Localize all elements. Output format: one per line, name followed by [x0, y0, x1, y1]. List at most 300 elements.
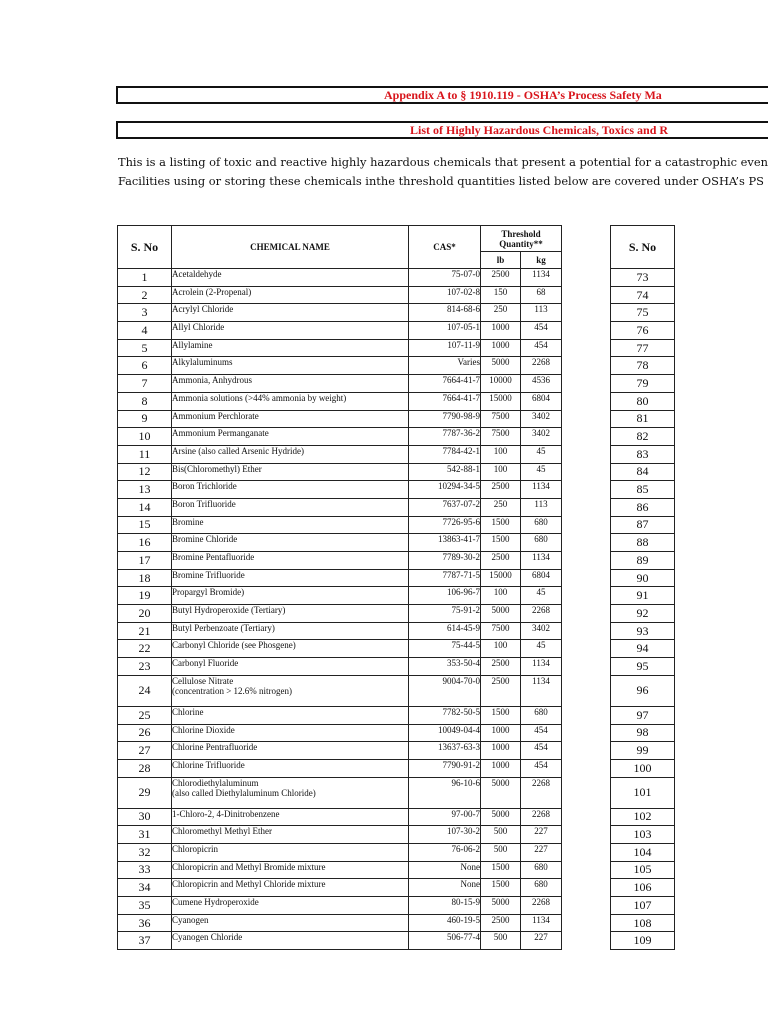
- chemical-name-line: Ammonium Perchlorate: [172, 410, 259, 421]
- table-row: [118, 932, 562, 950]
- right-row-sno: 107: [611, 897, 675, 915]
- row-sno: 9: [118, 410, 172, 428]
- right-row-sno: 105: [611, 861, 675, 879]
- row-chemical-name: [172, 375, 409, 393]
- row-kg: 227: [521, 932, 562, 950]
- row-lb: 5000: [481, 777, 521, 808]
- row-kg: 3402: [521, 428, 562, 446]
- right-row-sno: 85: [611, 481, 675, 499]
- row-cas: 7784-42-1: [409, 445, 481, 463]
- row-lb: 2500: [481, 914, 521, 932]
- row-lb: 15000: [481, 569, 521, 587]
- row-cas: 107-30-2: [409, 826, 481, 844]
- row-chemical-name: [172, 286, 409, 304]
- right-table-row: [611, 375, 675, 393]
- appendix-title-banner: [116, 86, 768, 104]
- row-chemical-name: [172, 587, 409, 605]
- table-row: [118, 463, 562, 481]
- row-sno: 16: [118, 534, 172, 552]
- appendix-title: Appendix A to § 1910.119 - OSHA’s Process Safety Ma: [384, 88, 662, 102]
- right-row-sno: 81: [611, 410, 675, 428]
- right-table-row: [611, 742, 675, 760]
- row-kg: 2268: [521, 777, 562, 808]
- header-cas: CAS*: [409, 226, 481, 269]
- table-row: [118, 605, 562, 623]
- right-table-row: [611, 658, 675, 676]
- row-cas: Varies: [409, 357, 481, 375]
- table-row: [118, 339, 562, 357]
- row-chemical-name: [172, 622, 409, 640]
- row-kg: 3402: [521, 622, 562, 640]
- row-chemical-name: [172, 605, 409, 623]
- header-chemical-name: CHEMICAL NAME: [172, 226, 409, 269]
- row-kg: 113: [521, 304, 562, 322]
- row-lb: 5000: [481, 605, 521, 623]
- right-row-sno: 75: [611, 304, 675, 322]
- right-table-row: [611, 640, 675, 658]
- row-cas: 7790-91-2: [409, 759, 481, 777]
- row-chemical-name: [172, 640, 409, 658]
- row-chemical-name: [172, 445, 409, 463]
- row-kg: 6804: [521, 569, 562, 587]
- right-table-row: [611, 879, 675, 897]
- right-table-row: [611, 706, 675, 724]
- row-cas: 80-15-9: [409, 897, 481, 915]
- row-cas: 96-10-6: [409, 777, 481, 808]
- row-kg: 2268: [521, 605, 562, 623]
- right-row-sno: 77: [611, 339, 675, 357]
- row-lb: 150: [481, 286, 521, 304]
- row-lb: 1000: [481, 322, 521, 340]
- chemical-name-line: Acrylyl Chloride: [172, 304, 234, 315]
- row-kg: 45: [521, 445, 562, 463]
- intro-line-2: Facilities using or storing these chemicals inthe threshold quantities listed below are covered under OSHA’s PS: [118, 174, 764, 188]
- row-lb: 2500: [481, 675, 521, 706]
- row-kg: 113: [521, 498, 562, 516]
- row-sno: 27: [118, 742, 172, 760]
- row-chemical-name: [172, 322, 409, 340]
- row-sno: 18: [118, 569, 172, 587]
- right-row-sno: 92: [611, 605, 675, 623]
- row-kg: 680: [521, 516, 562, 534]
- row-kg: 1134: [521, 269, 562, 287]
- right-row-sno: 89: [611, 552, 675, 570]
- right-row-sno: 79: [611, 375, 675, 393]
- right-table-row: [611, 587, 675, 605]
- right-row-sno: 90: [611, 569, 675, 587]
- chemical-name-line: Bis(Chloromethyl) Ether: [172, 463, 262, 474]
- table-row: [118, 569, 562, 587]
- right-row-sno: 80: [611, 392, 675, 410]
- row-sno: 24: [118, 675, 172, 706]
- row-cas: 75-44-5: [409, 640, 481, 658]
- row-lb: 2500: [481, 269, 521, 287]
- row-lb: 10000: [481, 375, 521, 393]
- right-row-sno: 104: [611, 843, 675, 861]
- right-row-sno: 109: [611, 932, 675, 950]
- right-row-sno: 86: [611, 498, 675, 516]
- row-cas: 7787-36-2: [409, 428, 481, 446]
- row-cas: 7789-30-2: [409, 552, 481, 570]
- row-chemical-name: [172, 914, 409, 932]
- row-kg: 680: [521, 706, 562, 724]
- row-cas: 13637-63-3: [409, 742, 481, 760]
- row-chemical-name: [172, 481, 409, 499]
- row-lb: 2500: [481, 481, 521, 499]
- row-lb: 100: [481, 463, 521, 481]
- row-sno: 8: [118, 392, 172, 410]
- row-kg: 3402: [521, 410, 562, 428]
- row-sno: 3: [118, 304, 172, 322]
- chemical-name-line: Acetaldehyde: [172, 269, 222, 279]
- right-header-sno: S. No: [611, 226, 675, 269]
- row-cas: 7726-95-6: [409, 516, 481, 534]
- row-cas: 107-11-9: [409, 339, 481, 357]
- row-chemical-name: [172, 339, 409, 357]
- chemical-name-line: Alkylaluminums: [172, 357, 233, 368]
- right-table-row: [611, 897, 675, 915]
- table-row: [118, 706, 562, 724]
- right-table-row: [611, 463, 675, 481]
- chemical-name-line: Chlorine: [172, 706, 204, 717]
- chemical-name-line: (concentration > 12.6% nitrogen): [172, 685, 293, 696]
- right-table-row: [611, 481, 675, 499]
- right-row-sno: 98: [611, 724, 675, 742]
- row-lb: 1500: [481, 534, 521, 552]
- row-cas: 10294-34-5: [409, 481, 481, 499]
- table-row: [118, 286, 562, 304]
- header-threshold-quantity: Threshold Quantity**: [481, 226, 562, 252]
- row-sno: 22: [118, 640, 172, 658]
- row-cas: 353-50-4: [409, 658, 481, 676]
- row-kg: 1134: [521, 675, 562, 706]
- table-row: [118, 304, 562, 322]
- table-row: [118, 445, 562, 463]
- row-kg: 680: [521, 879, 562, 897]
- row-lb: 1500: [481, 516, 521, 534]
- row-cas: 106-96-7: [409, 587, 481, 605]
- row-chemical-name: [172, 463, 409, 481]
- right-table-row: [611, 861, 675, 879]
- right-row-sno: 108: [611, 914, 675, 932]
- row-sno: 6: [118, 357, 172, 375]
- right-row-sno: 94: [611, 640, 675, 658]
- chemical-name-line: Cellulose Nitrate: [172, 675, 234, 686]
- right-table-row: [611, 339, 675, 357]
- row-chemical-name: [172, 742, 409, 760]
- row-sno: 4: [118, 322, 172, 340]
- row-cas: 7790-98-9: [409, 410, 481, 428]
- chemical-name-line: Chloropicrin and Methyl Bromide mixture: [172, 861, 326, 872]
- chemical-name-line: Butyl Hydroperoxide (Tertiary): [172, 605, 286, 616]
- row-chemical-name: [172, 808, 409, 826]
- row-cas: 7787-71-5: [409, 569, 481, 587]
- row-chemical-name: [172, 269, 409, 287]
- right-table-row: [611, 516, 675, 534]
- row-sno: 1: [118, 269, 172, 287]
- row-sno: 33: [118, 861, 172, 879]
- table-row: [118, 481, 562, 499]
- table-row: [118, 534, 562, 552]
- right-row-sno: 74: [611, 286, 675, 304]
- chemical-name-line: Bromine Pentafluoride: [172, 552, 255, 562]
- chemicals-table: [117, 225, 562, 950]
- chemical-name-line: Allylamine: [172, 339, 213, 350]
- table-row: [118, 675, 562, 706]
- table-row: [118, 658, 562, 676]
- row-cas: 10049-04-4: [409, 724, 481, 742]
- chemical-name-line: Bromine Trifluoride: [172, 569, 245, 580]
- chemical-name-line: Ammonia solutions (>44% ammonia by weight): [172, 392, 347, 403]
- right-table-row: [611, 605, 675, 623]
- right-table-row: [611, 675, 675, 706]
- row-kg: 2268: [521, 808, 562, 826]
- table-row: [118, 640, 562, 658]
- row-sno: 26: [118, 724, 172, 742]
- table-row: [118, 724, 562, 742]
- chemical-name-line: Chloropicrin and Methyl Chloride mixture: [172, 879, 326, 890]
- row-chemical-name: [172, 304, 409, 322]
- right-row-sno: 100: [611, 759, 675, 777]
- right-table-row: [611, 759, 675, 777]
- row-lb: 5000: [481, 897, 521, 915]
- row-chemical-name: [172, 897, 409, 915]
- row-kg: 227: [521, 826, 562, 844]
- chemical-name-line: Propargyl Bromide): [172, 587, 245, 598]
- row-lb: 500: [481, 826, 521, 844]
- row-cas: 76-06-2: [409, 843, 481, 861]
- chemical-name-line: Cyanogen Chloride: [172, 932, 243, 943]
- row-cas: 7664-41-7: [409, 392, 481, 410]
- table-row: [118, 897, 562, 915]
- row-chemical-name: [172, 706, 409, 724]
- row-sno: 29: [118, 777, 172, 808]
- row-lb: 500: [481, 932, 521, 950]
- table-row: [118, 843, 562, 861]
- row-chemical-name: [172, 932, 409, 950]
- row-chemical-name: [172, 516, 409, 534]
- row-sno: 20: [118, 605, 172, 623]
- chemical-name-line: Boron Trichloride: [172, 481, 237, 492]
- right-row-sno: 102: [611, 808, 675, 826]
- table-row: [118, 428, 562, 446]
- row-cas: None: [409, 879, 481, 897]
- row-lb: 100: [481, 587, 521, 605]
- row-kg: 680: [521, 861, 562, 879]
- chemical-name-line: Boron Trifluoride: [172, 498, 236, 509]
- row-kg: 4536: [521, 375, 562, 393]
- table-row: [118, 759, 562, 777]
- chemical-name-line: Chlorine Trifluoride: [172, 759, 245, 770]
- row-sno: 31: [118, 826, 172, 844]
- right-table-row: [611, 357, 675, 375]
- row-sno: 36: [118, 914, 172, 932]
- row-lb: 1500: [481, 879, 521, 897]
- row-cas: 542-88-1: [409, 463, 481, 481]
- row-lb: 7500: [481, 622, 521, 640]
- row-kg: 1134: [521, 552, 562, 570]
- right-row-sno: 88: [611, 534, 675, 552]
- table-row: [118, 826, 562, 844]
- row-chemical-name: [172, 879, 409, 897]
- right-row-sno: 76: [611, 322, 675, 340]
- table-row: [118, 552, 562, 570]
- right-row-sno: 73: [611, 269, 675, 287]
- row-kg: 454: [521, 339, 562, 357]
- right-row-sno: 99: [611, 742, 675, 760]
- right-row-sno: 82: [611, 428, 675, 446]
- row-sno: 35: [118, 897, 172, 915]
- row-sno: 34: [118, 879, 172, 897]
- table-row: [118, 375, 562, 393]
- row-lb: 100: [481, 445, 521, 463]
- row-kg: 227: [521, 843, 562, 861]
- row-chemical-name: [172, 534, 409, 552]
- table-row: [118, 410, 562, 428]
- chemical-name-line: 1-Chloro-2, 4-Dinitrobenzene: [172, 808, 280, 819]
- continued-sno-body: [611, 269, 675, 950]
- right-row-sno: 106: [611, 879, 675, 897]
- row-lb: 2500: [481, 658, 521, 676]
- row-cas: 13863-41-7: [409, 534, 481, 552]
- right-table-row: [611, 304, 675, 322]
- right-table-row: [611, 428, 675, 446]
- row-kg: 45: [521, 463, 562, 481]
- row-chemical-name: [172, 410, 409, 428]
- right-table-row: [611, 269, 675, 287]
- chemical-name-line: Carbonyl Fluoride: [172, 658, 239, 669]
- row-lb: 5000: [481, 808, 521, 826]
- row-sno: 25: [118, 706, 172, 724]
- chemicals-table-body: [118, 269, 562, 950]
- right-row-sno: 103: [611, 826, 675, 844]
- intro-line-1: This is a listing of toxic and reactive highly hazardous chemicals that present a potential for a catastrophic even: [118, 155, 768, 169]
- chemical-name-line: Chloromethyl Methyl Ether: [172, 826, 272, 837]
- row-sno: 10: [118, 428, 172, 446]
- right-row-sno: 93: [611, 622, 675, 640]
- row-kg: 45: [521, 587, 562, 605]
- row-lb: 1000: [481, 339, 521, 357]
- row-lb: 5000: [481, 357, 521, 375]
- chemical-name-line: Acrolein (2-Propenal): [172, 286, 252, 297]
- right-row-sno: 87: [611, 516, 675, 534]
- list-title: List of Highly Hazardous Chemicals, Toxics and R: [410, 123, 669, 137]
- row-chemical-name: [172, 777, 409, 808]
- right-table-row: [611, 724, 675, 742]
- chemical-name-line: Ammonium Permanganate: [172, 428, 269, 439]
- row-cas: 75-91-2: [409, 605, 481, 623]
- row-chemical-name: [172, 861, 409, 879]
- table-row: [118, 322, 562, 340]
- row-kg: 1134: [521, 481, 562, 499]
- chemical-name-line: Arsine (also called Arsenic Hydride): [172, 445, 304, 456]
- right-table-row: [611, 286, 675, 304]
- table-row: [118, 622, 562, 640]
- row-lb: 7500: [481, 410, 521, 428]
- table-row: [118, 392, 562, 410]
- right-table-row: [611, 808, 675, 826]
- row-cas: 7782-50-5: [409, 706, 481, 724]
- row-kg: 454: [521, 322, 562, 340]
- chemical-name-line: Chloropicrin: [172, 843, 218, 854]
- row-cas: None: [409, 861, 481, 879]
- row-sno: 7: [118, 375, 172, 393]
- row-cas: 107-05-1: [409, 322, 481, 340]
- table-row: [118, 587, 562, 605]
- row-lb: 1000: [481, 724, 521, 742]
- row-sno: 11: [118, 445, 172, 463]
- row-cas: 460-19-5: [409, 914, 481, 932]
- row-cas: 97-00-7: [409, 808, 481, 826]
- right-table-row: [611, 777, 675, 808]
- row-kg: 68: [521, 286, 562, 304]
- row-kg: 680: [521, 534, 562, 552]
- right-row-sno: 84: [611, 463, 675, 481]
- row-kg: 1134: [521, 914, 562, 932]
- right-row-sno: 83: [611, 445, 675, 463]
- row-chemical-name: [172, 357, 409, 375]
- header-sno: S. No: [118, 226, 172, 269]
- row-kg: 2268: [521, 897, 562, 915]
- row-lb: 1500: [481, 861, 521, 879]
- row-cas: 7637-07-2: [409, 498, 481, 516]
- table-row: [118, 498, 562, 516]
- row-kg: 6804: [521, 392, 562, 410]
- table-row: [118, 879, 562, 897]
- row-lb: 1000: [481, 759, 521, 777]
- right-table-row: [611, 445, 675, 463]
- row-chemical-name: [172, 552, 409, 570]
- row-cas: 814-68-6: [409, 304, 481, 322]
- row-sno: 12: [118, 463, 172, 481]
- table-row: [118, 777, 562, 808]
- row-kg: 454: [521, 742, 562, 760]
- right-row-sno: 97: [611, 706, 675, 724]
- row-lb: 1000: [481, 742, 521, 760]
- row-chemical-name: [172, 498, 409, 516]
- row-cas: 506-77-4: [409, 932, 481, 950]
- continued-sno-table: [610, 225, 675, 950]
- row-kg: 454: [521, 759, 562, 777]
- right-table-row: [611, 552, 675, 570]
- header-kg: kg: [521, 252, 562, 269]
- right-row-sno: 95: [611, 658, 675, 676]
- right-table-row: [611, 914, 675, 932]
- row-chemical-name: [172, 759, 409, 777]
- right-table-row: [611, 410, 675, 428]
- right-row-sno: 91: [611, 587, 675, 605]
- row-chemical-name: [172, 675, 409, 706]
- chemical-name-line: Bromine: [172, 516, 204, 527]
- row-sno: 23: [118, 658, 172, 676]
- row-chemical-name: [172, 826, 409, 844]
- row-lb: 15000: [481, 392, 521, 410]
- right-table-row: [611, 534, 675, 552]
- list-title-banner: [116, 121, 768, 139]
- chemical-name-line: Carbonyl Chloride (see Phosgene): [172, 640, 296, 651]
- row-cas: 75-07-0: [409, 269, 481, 287]
- row-chemical-name: [172, 658, 409, 676]
- chemical-name-line: Cumene Hydroperoxide: [172, 897, 259, 907]
- right-table-row: [611, 622, 675, 640]
- chemical-name-line: Ammonia, Anhydrous: [172, 375, 252, 386]
- right-table-row: [611, 322, 675, 340]
- row-sno: 5: [118, 339, 172, 357]
- chemical-name-line: Allyl Chloride: [172, 322, 225, 333]
- table-row: [118, 357, 562, 375]
- row-kg: 45: [521, 640, 562, 658]
- row-lb: 7500: [481, 428, 521, 446]
